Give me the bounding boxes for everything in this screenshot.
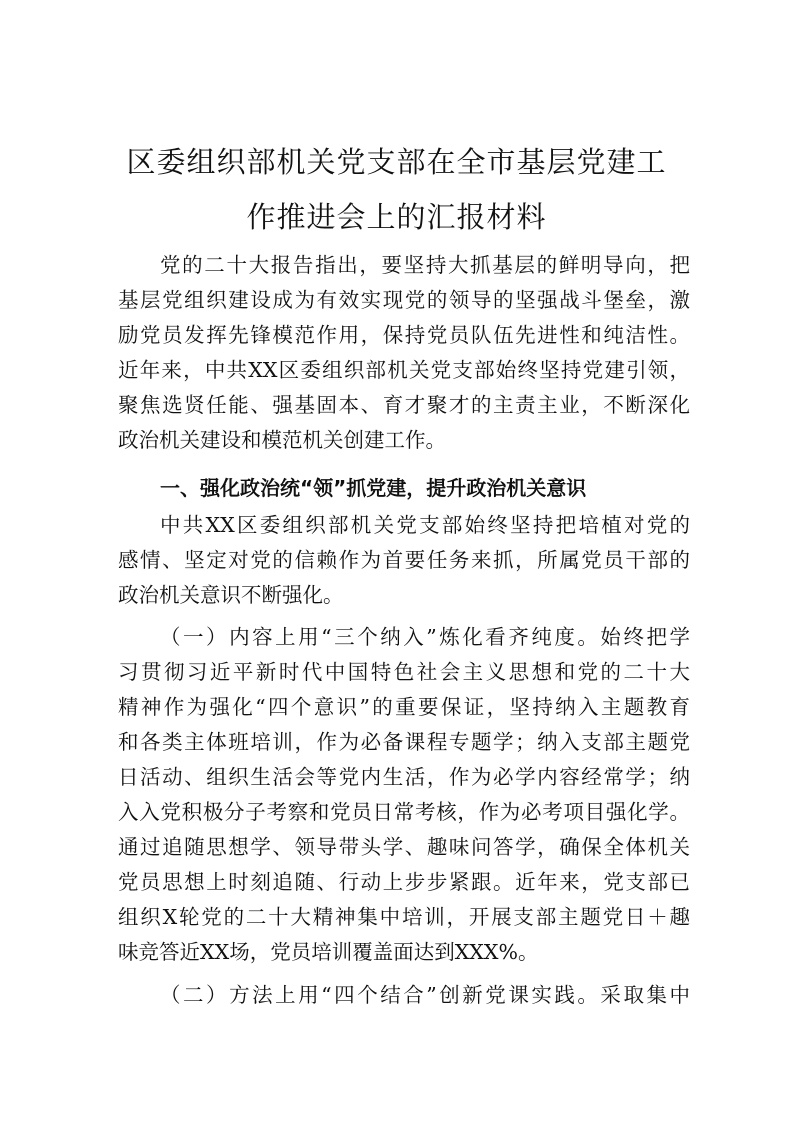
paragraph-line: 中共XX区委组织部机关党支部始终坚持把培植对党的 bbox=[160, 513, 690, 537]
paragraph-line: 政治机关意识不断强化。 bbox=[118, 583, 344, 607]
paragraph-line: 习贯彻习近平新时代中国特色社会主义思想和党的二十大 bbox=[118, 660, 690, 684]
paragraph-line: 党的二十大报告指出，要坚持大抓基层的鲜明导向，把 bbox=[160, 253, 690, 277]
section-heading: 一、强化政治统“领”抓党建，提升政治机关意识 bbox=[160, 476, 587, 500]
paragraph-line: 聚焦选贤任能、强基固本、育才聚才的主责主业，不断深化 bbox=[118, 393, 690, 417]
paragraph-line: 日活动、组织生活会等党内生活，作为必学内容经常学；纳 bbox=[118, 765, 690, 789]
document-title-line-1: 区委组织部机关党支部在全市基层党建工 bbox=[126, 145, 667, 179]
paragraph-line: 励党员发挥先锋模范作用，保持党员队伍先进性和纯洁性。 bbox=[118, 323, 690, 347]
paragraph-line: 通过追随思想学、领导带头学、趣味问答学，确保全体机关 bbox=[118, 835, 690, 859]
paragraph-line: （一）内容上用“三个纳入”炼化看齐纯度。始终把学 bbox=[160, 625, 690, 649]
paragraph-line: 感情、坚定对党的信赖作为首要任务来抓，所属党员干部的 bbox=[118, 548, 690, 572]
paragraph-line: 和各类主体班培训，作为必备课程专题学；纳入支部主题党 bbox=[118, 730, 690, 754]
paragraph-line: 基层党组织建设成为有效实现党的领导的坚强战斗堡垒，激 bbox=[118, 288, 690, 312]
paragraph-line: 组织X轮党的二十大精神集中培训，开展支部主题党日＋趣 bbox=[118, 905, 690, 929]
paragraph-line: 味竞答近XX场，党员培训覆盖面达到XXX%。 bbox=[118, 940, 539, 964]
paragraph-line: （二）方法上用“四个结合”创新党课实践。采取集中 bbox=[160, 983, 690, 1007]
paragraph-line: 政治机关建设和模范机关创建工作。 bbox=[118, 428, 446, 452]
paragraph-line: 精神作为强化“四个意识”的重要保证，坚持纳入主题教育 bbox=[118, 695, 690, 719]
document-title-line-2: 作推进会上的汇报材料 bbox=[246, 200, 547, 234]
paragraph-line: 入入党积极分子考察和党员日常考核，作为必考项目强化学。 bbox=[118, 800, 690, 824]
paragraph-line: 党员思想上时刻追随、行动上步步紧跟。近年来，党支部已 bbox=[118, 870, 690, 894]
paragraph-line: 近年来，中共XX区委组织部机关党支部始终坚持党建引领， bbox=[118, 358, 690, 382]
